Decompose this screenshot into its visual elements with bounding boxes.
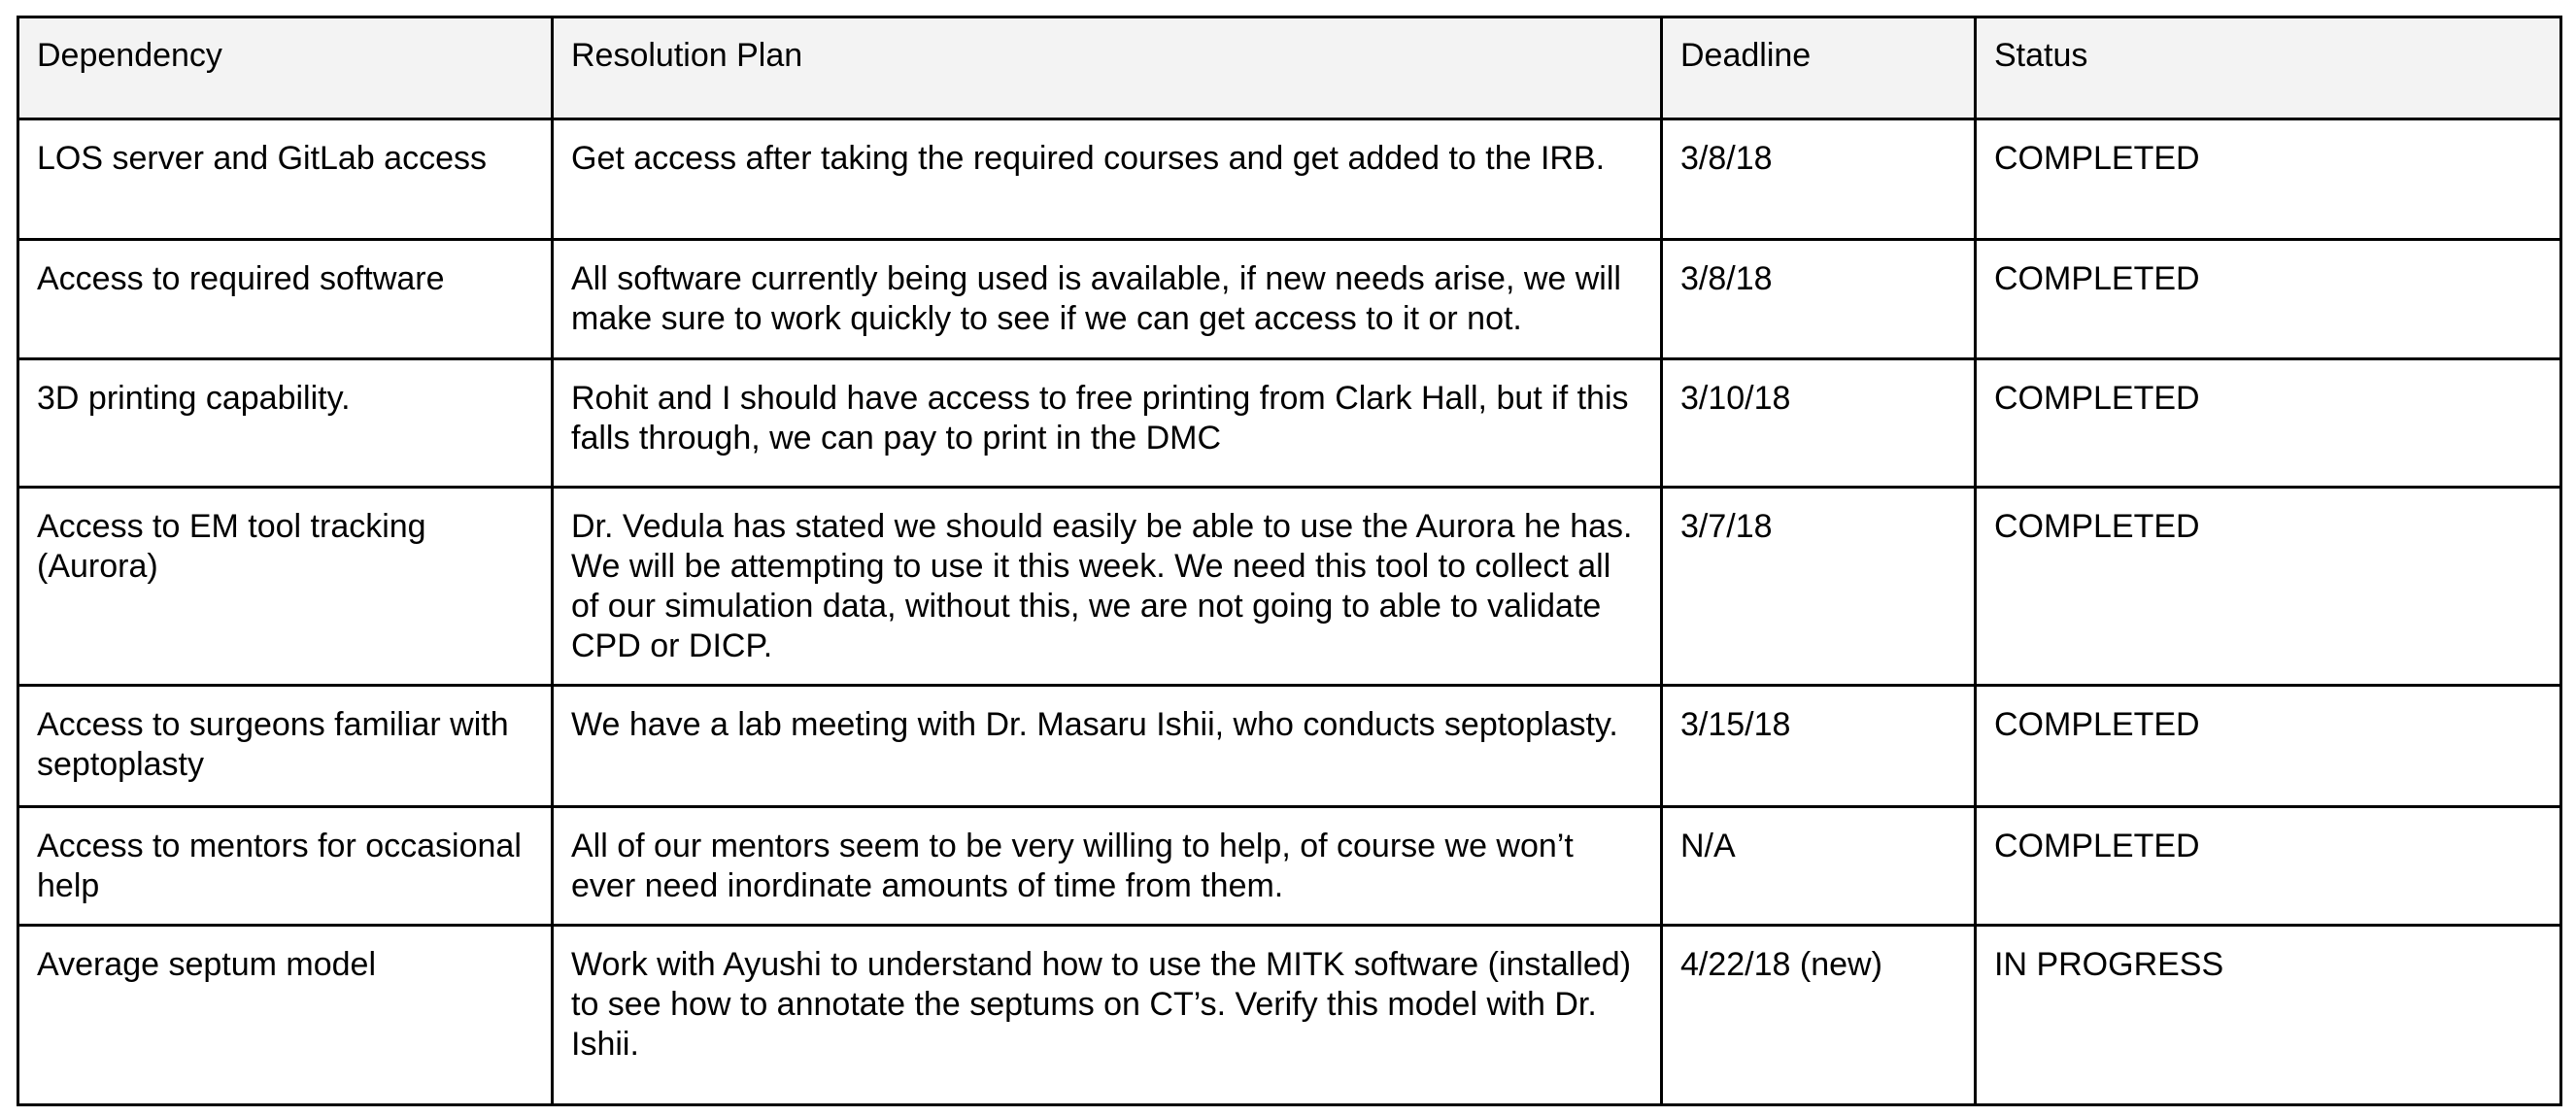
cell-resolution-plan: We have a lab meeting with Dr. Masaru Ishii, who conducts septoplasty. (553, 686, 1662, 807)
cell-deadline: 3/10/18 (1662, 359, 1976, 488)
header-deadline: Deadline (1662, 17, 1976, 119)
cell-deadline: 4/22/18 (new) (1662, 926, 1976, 1105)
cell-dependency: Access to surgeons familiar with septoplasty (18, 686, 553, 807)
cell-status: COMPLETED (1976, 686, 2561, 807)
header-resolution-plan: Resolution Plan (553, 17, 1662, 119)
cell-dependency: Access to EM tool tracking (Aurora) (18, 488, 553, 686)
cell-resolution-plan: Get access after taking the required courses and get added to the IRB. (553, 119, 1662, 240)
cell-deadline: N/A (1662, 807, 1976, 926)
cell-deadline: 3/7/18 (1662, 488, 1976, 686)
cell-dependency: Average septum model (18, 926, 553, 1105)
cell-status: COMPLETED (1976, 359, 2561, 488)
header-dependency: Dependency (18, 17, 553, 119)
table-row (18, 359, 2561, 488)
cell-dependency: 3D printing capability. (18, 359, 553, 488)
cell-status: COMPLETED (1976, 119, 2561, 240)
table-row (18, 807, 2561, 926)
cell-resolution-plan: All software currently being used is available, if new needs arise, we will make sure to work quickly to see if we can get access to it or not. (553, 240, 1662, 359)
dependency-table (17, 16, 2562, 1106)
cell-deadline: 3/8/18 (1662, 119, 1976, 240)
header-status: Status (1976, 17, 2561, 119)
cell-status: COMPLETED (1976, 807, 2561, 926)
table-row (18, 488, 2561, 686)
cell-status: COMPLETED (1976, 240, 2561, 359)
cell-dependency: LOS server and GitLab access (18, 119, 553, 240)
cell-dependency: Access to mentors for occasional help (18, 807, 553, 926)
cell-status: COMPLETED (1976, 488, 2561, 686)
cell-deadline: 3/15/18 (1662, 686, 1976, 807)
table-row (18, 240, 2561, 359)
cell-resolution-plan: Work with Ayushi to understand how to use the MITK software (installed) to see how to annotate the septums on CT’s. Verify this model with Dr. Ishii. (553, 926, 1662, 1105)
table-row (18, 119, 2561, 240)
cell-status: IN PROGRESS (1976, 926, 2561, 1105)
table-header-row (18, 17, 2561, 119)
cell-deadline: 3/8/18 (1662, 240, 1976, 359)
cell-resolution-plan: Dr. Vedula has stated we should easily be able to use the Aurora he has. We will be attempting to use it this week. We need this tool to collect all of our simulation data, without this, we are not going to able to validate CPD or DICP. (553, 488, 1662, 686)
cell-resolution-plan: All of our mentors seem to be very willing to help, of course we won’t ever need inordinate amounts of time from them. (553, 807, 1662, 926)
cell-dependency: Access to required software (18, 240, 553, 359)
table-row (18, 686, 2561, 807)
table-row (18, 926, 2561, 1105)
cell-resolution-plan: Rohit and I should have access to free printing from Clark Hall, but if this falls through, we can pay to print in the DMC (553, 359, 1662, 488)
